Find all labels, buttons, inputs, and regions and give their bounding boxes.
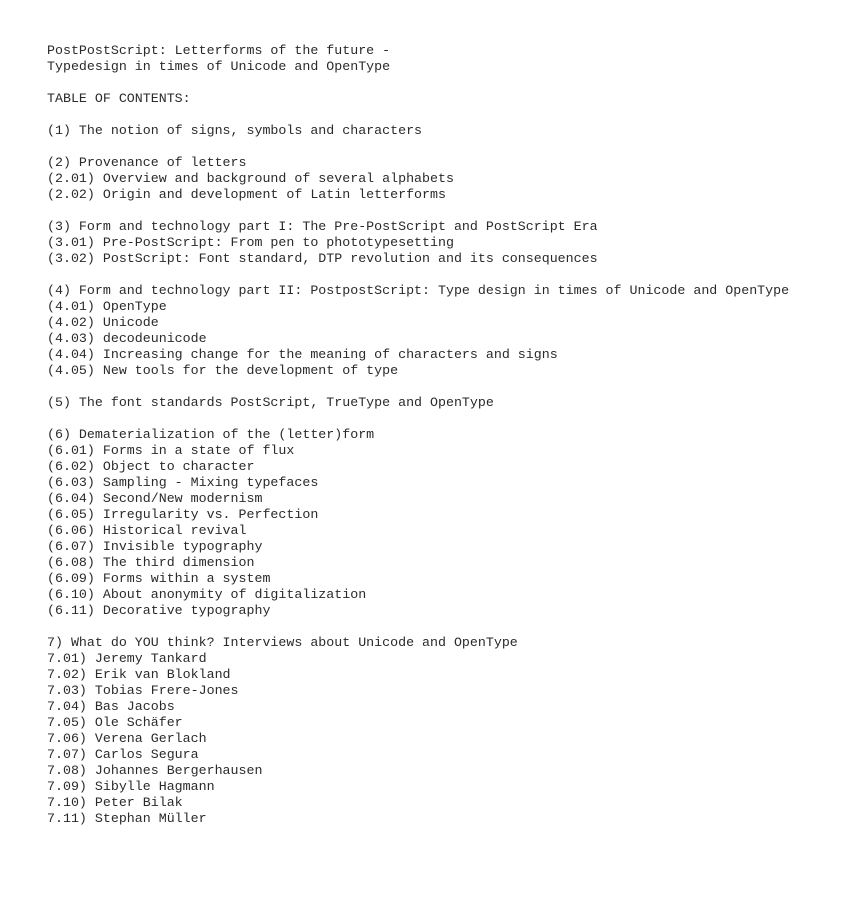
toc-section xyxy=(47,283,847,379)
toc-item: 7.06) Verena Gerlach xyxy=(47,731,207,746)
toc-item: (4.05) New tools for the development of type xyxy=(47,363,399,378)
toc-item: 7.05) Ole Schäfer xyxy=(47,715,183,730)
blank-line xyxy=(47,139,847,155)
toc-section xyxy=(47,395,847,411)
toc-section xyxy=(47,635,847,827)
toc-item: (6.02) Object to character xyxy=(47,459,255,474)
toc-item: (2.02) Origin and development of Latin letterforms xyxy=(47,187,446,202)
toc-item: (6.06) Historical revival xyxy=(47,523,247,538)
blank-line xyxy=(47,619,847,635)
toc-item: (6.07) Invisible typography xyxy=(47,539,263,554)
blank-line xyxy=(47,75,847,91)
blank-line xyxy=(47,203,847,219)
toc-section xyxy=(47,123,847,139)
toc-section xyxy=(47,427,847,619)
toc-item: 7.03) Tobias Frere-Jones xyxy=(47,683,239,698)
document-title-line-1: PostPostScript: Letterforms of the future - xyxy=(47,43,391,58)
toc-item: 7.02) Erik van Blokland xyxy=(47,667,231,682)
blank-line xyxy=(47,379,847,395)
toc-section-heading: (5) The font standards PostScript, TrueType and OpenType xyxy=(47,395,494,410)
toc-item: (4.01) OpenType xyxy=(47,299,167,314)
toc-section-heading: (1) The notion of signs, symbols and characters xyxy=(47,123,423,138)
toc-item: 7.08) Johannes Bergerhausen xyxy=(47,763,263,778)
toc-heading: TABLE OF CONTENTS: xyxy=(47,91,191,106)
toc-section-heading: (6) Dematerialization of the (letter)form xyxy=(47,427,375,442)
blank-line xyxy=(47,107,847,123)
toc-item: (6.09) Forms within a system xyxy=(47,571,271,586)
toc-section xyxy=(47,219,847,267)
table-of-contents xyxy=(47,107,847,827)
toc-item: (4.04) Increasing change for the meaning of characters and signs xyxy=(47,347,558,362)
blank-line xyxy=(47,411,847,427)
toc-item: 7.07) Carlos Segura xyxy=(47,747,199,762)
blank-line xyxy=(47,267,847,283)
toc-section-heading: 7) What do YOU think? Interviews about Unicode and OpenType xyxy=(47,635,518,650)
toc-item: 7.10) Peter Bilak xyxy=(47,795,183,810)
document-body xyxy=(47,43,847,827)
toc-item: (6.05) Irregularity vs. Perfection xyxy=(47,507,319,522)
toc-item: (3.01) Pre-PostScript: From pen to phototypesetting xyxy=(47,235,454,250)
toc-item: (6.03) Sampling - Mixing typefaces xyxy=(47,475,319,490)
toc-item: (6.08) The third dimension xyxy=(47,555,255,570)
toc-item: (6.11) Decorative typography xyxy=(47,603,271,618)
toc-item: 7.11) Stephan Müller xyxy=(47,811,207,826)
toc-item: 7.09) Sibylle Hagmann xyxy=(47,779,215,794)
toc-item: (4.02) Unicode xyxy=(47,315,159,330)
toc-item: 7.01) Jeremy Tankard xyxy=(47,651,207,666)
toc-item: (4.03) decodeunicode xyxy=(47,331,207,346)
toc-item: (6.01) Forms in a state of flux xyxy=(47,443,295,458)
toc-section-heading: (2) Provenance of letters xyxy=(47,155,247,170)
toc-item: (2.01) Overview and background of several alphabets xyxy=(47,171,454,186)
toc-section xyxy=(47,155,847,203)
toc-section-heading: (3) Form and technology part I: The Pre-PostScript and PostScript Era xyxy=(47,219,598,234)
document-title-line-2: Typedesign in times of Unicode and OpenType xyxy=(47,59,391,74)
toc-item: (6.10) About anonymity of digitalization xyxy=(47,587,367,602)
toc-item: 7.04) Bas Jacobs xyxy=(47,699,175,714)
toc-item: (3.02) PostScript: Font standard, DTP revolution and its consequences xyxy=(47,251,598,266)
toc-section-heading: (4) Form and technology part II: PostpostScript: Type design in times of Unicode and OpenType xyxy=(47,283,790,298)
toc-item: (6.04) Second/New modernism xyxy=(47,491,263,506)
